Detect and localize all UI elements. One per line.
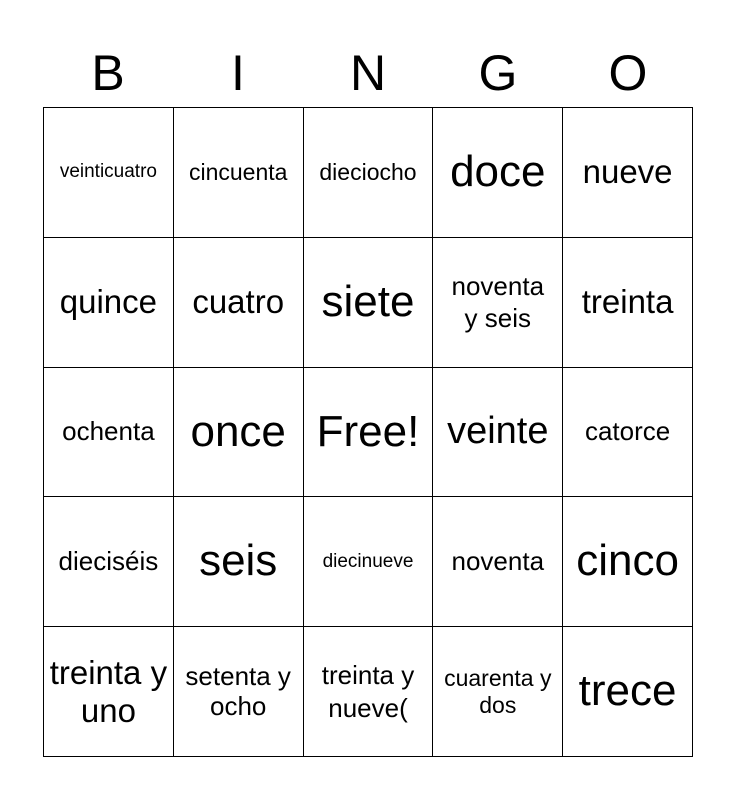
cell-text: treinta y uno xyxy=(49,653,168,729)
cell-text: seis xyxy=(199,536,278,586)
cell-text: ochenta xyxy=(62,416,155,447)
header-letter-i: I xyxy=(231,45,245,101)
cell-text: setenta y ocho xyxy=(185,660,291,721)
cell-text: noventa xyxy=(451,545,545,576)
bingo-cell[interactable] xyxy=(304,497,434,627)
bingo-cell[interactable] xyxy=(44,497,174,627)
cell-text: cuarenta y dos xyxy=(444,665,552,718)
free-space-text: Free! xyxy=(316,406,420,456)
bingo-cell[interactable] xyxy=(174,627,304,757)
cell-text: dieciséis xyxy=(58,545,159,576)
cell-text: trece xyxy=(578,666,677,716)
bingo-cell[interactable] xyxy=(563,368,693,498)
cell-text: veinte xyxy=(447,410,549,453)
cell-text: doce xyxy=(450,147,546,197)
bingo-cell[interactable] xyxy=(304,238,434,368)
bingo-cell[interactable] xyxy=(433,497,563,627)
cell-text: cuatro xyxy=(192,283,285,321)
cell-text: cincuenta xyxy=(188,159,288,186)
free-space-cell[interactable] xyxy=(304,368,434,498)
cell-text: diecinueve xyxy=(322,550,414,572)
bingo-cell[interactable] xyxy=(433,238,563,368)
bingo-cell[interactable] xyxy=(433,108,563,238)
bingo-cell[interactable] xyxy=(563,627,693,757)
cell-text: treinta xyxy=(581,283,674,321)
bingo-cell[interactable] xyxy=(433,368,563,498)
bingo-cell[interactable] xyxy=(174,108,304,238)
bingo-board xyxy=(43,107,693,757)
bingo-cell[interactable] xyxy=(44,627,174,757)
cell-text: veinticuatro xyxy=(59,161,157,183)
bingo-cell[interactable] xyxy=(174,497,304,627)
bingo-cell[interactable] xyxy=(44,108,174,238)
bingo-cell[interactable] xyxy=(304,108,434,238)
header-letter-g: G xyxy=(478,45,518,101)
bingo-cell[interactable] xyxy=(563,497,693,627)
cell-text: dieciocho xyxy=(319,159,417,186)
bingo-cell[interactable] xyxy=(44,238,174,368)
bingo-header xyxy=(43,40,693,106)
bingo-cell[interactable] xyxy=(563,238,693,368)
header-letter-n: N xyxy=(349,45,387,101)
cell-text: once xyxy=(190,406,286,456)
bingo-cell[interactable] xyxy=(174,368,304,498)
cell-text: catorce xyxy=(584,416,671,447)
bingo-cell[interactable] xyxy=(44,368,174,498)
header-letter-o: O xyxy=(608,45,648,101)
cell-text: nueve xyxy=(582,153,673,191)
cell-text: quince xyxy=(59,283,158,321)
cell-text: treinta y nueve( xyxy=(321,660,415,723)
bingo-cell[interactable] xyxy=(433,627,563,757)
cell-text: noventa y seis xyxy=(451,270,545,334)
bingo-cell[interactable] xyxy=(304,627,434,757)
bingo-cell[interactable] xyxy=(174,238,304,368)
cell-text: cinco xyxy=(576,536,679,586)
cell-text: siete xyxy=(321,276,415,326)
bingo-cell[interactable] xyxy=(563,108,693,238)
header-letter-b: B xyxy=(91,45,125,101)
